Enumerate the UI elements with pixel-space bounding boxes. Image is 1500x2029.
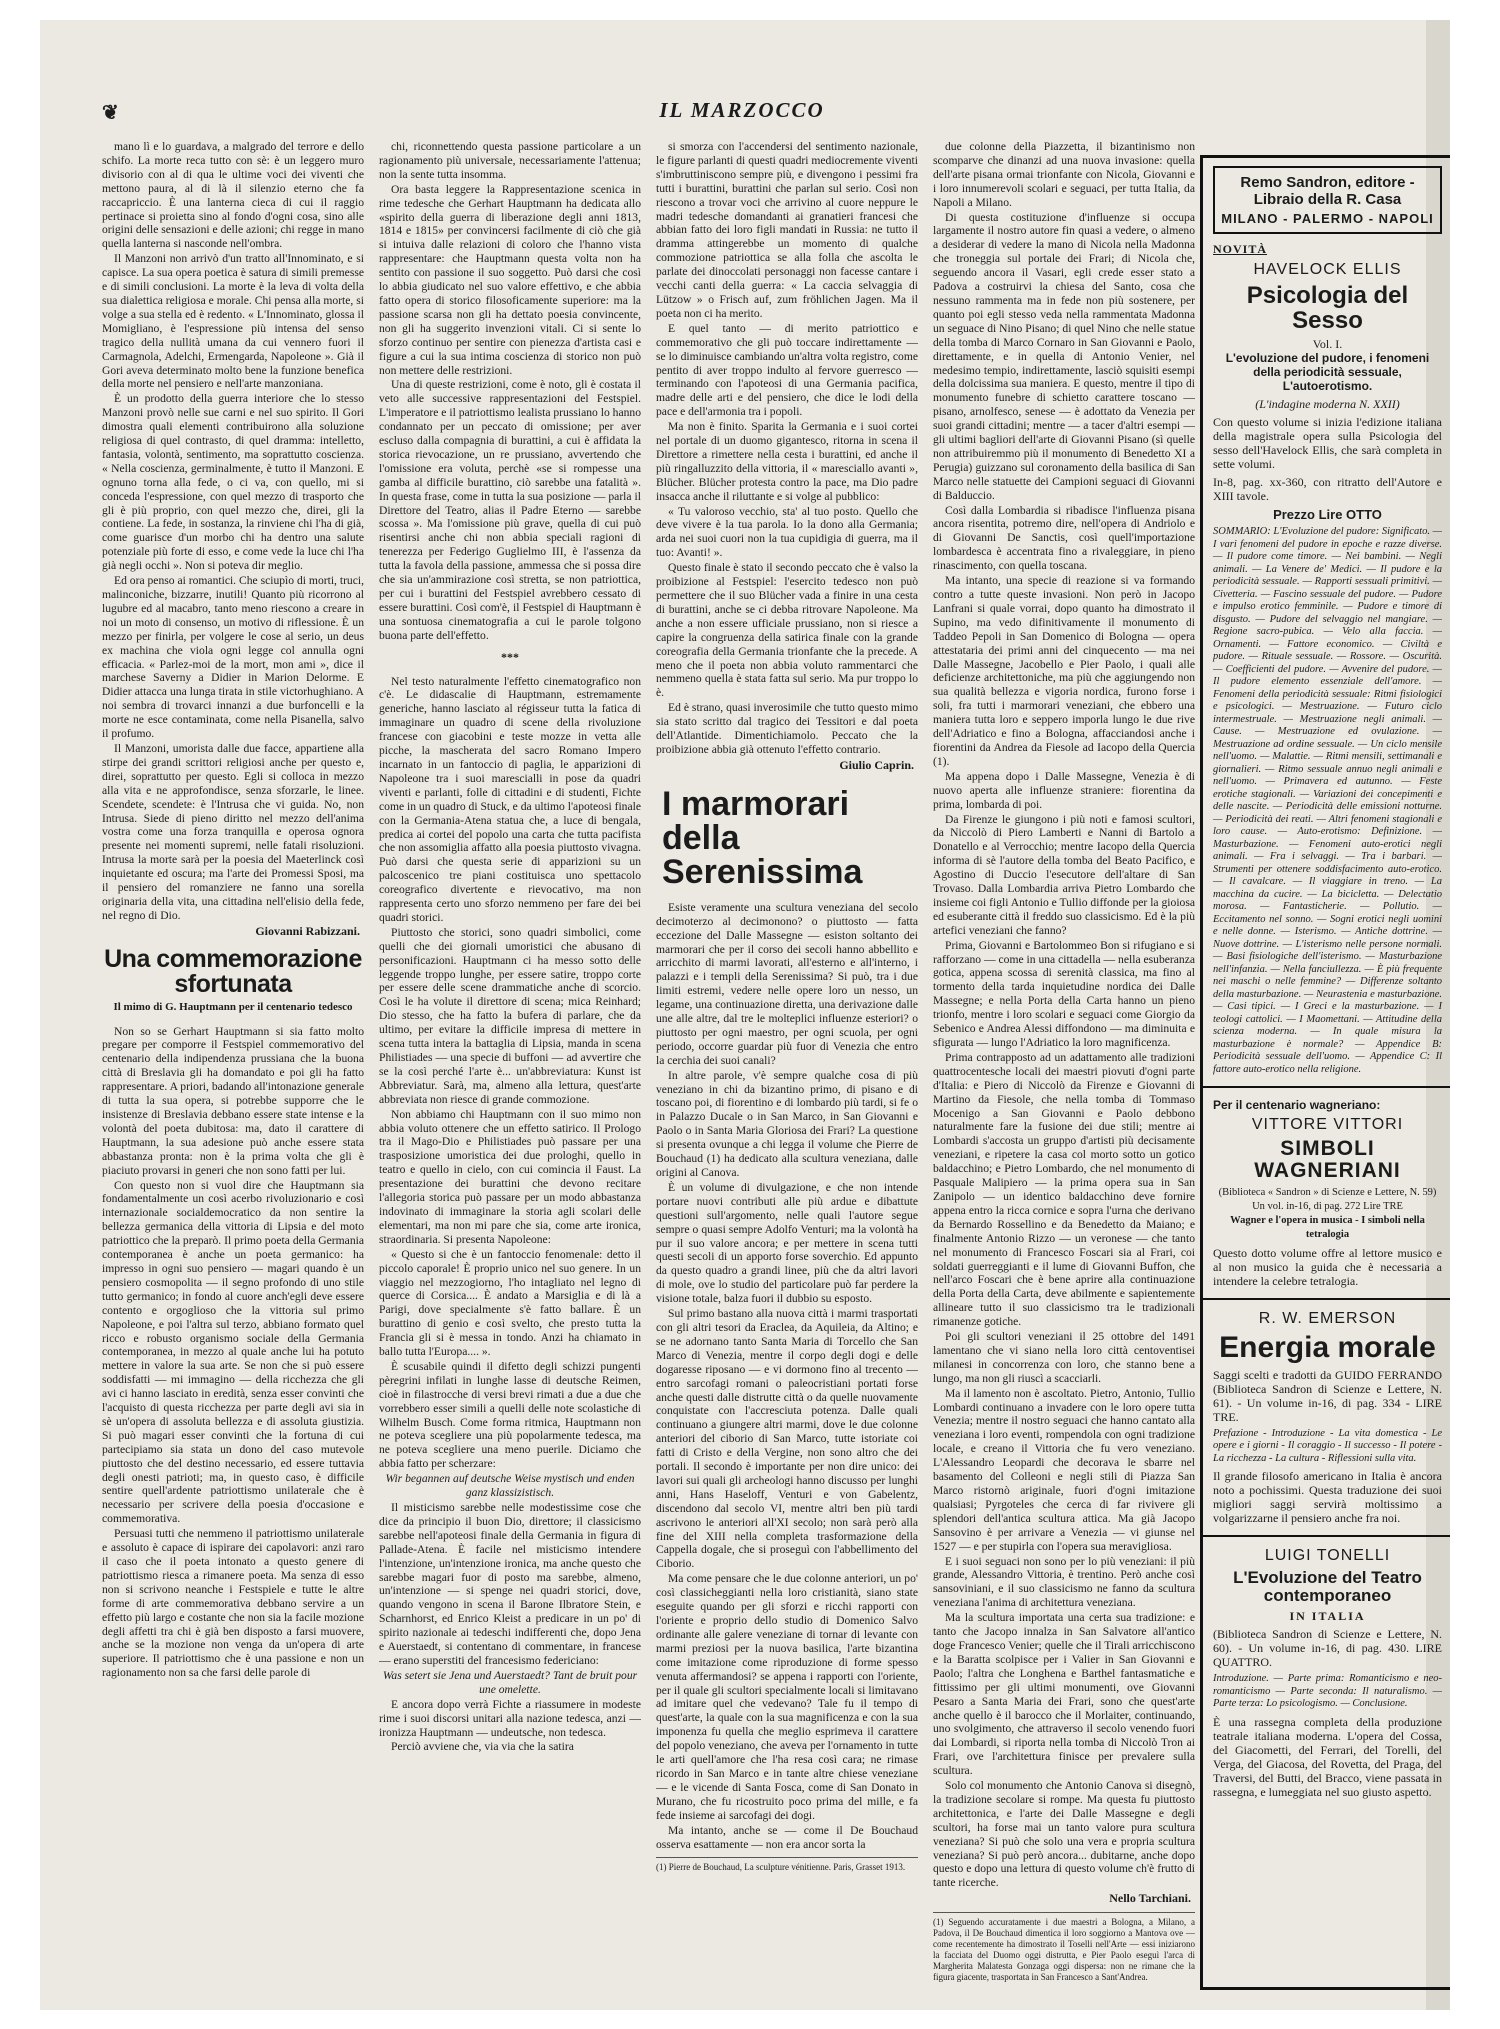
ad-series: (L'indagine moderna N. XXII) xyxy=(1255,397,1400,412)
column-2 xyxy=(379,140,641,2000)
paragraph: Da Firenze le giungono i più noti e famosi scultori, da Niccolò di Piero Lamberti e Nanni di Bartolo a Donatello e al Verrocchio; mentre Iacopo della Quercia informa di sè l'autore della tomba del Beato Pacifico, e Agostino di Duccio l'esecutore dell'altare di San Trovaso. Dalla Lombardia arriva Pietro Lombardo che insieme coi figli Antonio e Tullio diffonde per la gioiosa ed esuberante città il freddo suo classicismo. Ed è la più artefici veneziani che fanno? xyxy=(933,812,1195,937)
ad-description: Con questo volume si inizia l'edizione italiana della magistrale opera sulla Psicologia del sesso dell'Havelock Ellis, che sarà completa in sette volumi. xyxy=(1213,415,1442,472)
ad-title: L'Evoluzione del Teatro contemporaneo xyxy=(1233,1568,1422,1606)
ad-description: Saggi scelti e tradotti da GUIDO FERRANDO (Biblioteca Sandron di Scienze e Lettere, N. 61). - Un volume in-16, di pag. 334 - LIRE TRE. xyxy=(1213,1367,1442,1424)
ad-teatro-contemporaneo xyxy=(1213,1547,1442,1798)
article-headline: Una commemorazione sfortunata xyxy=(104,944,362,998)
paragraph: Di questa costituzione d'influenze si occupa largamente il nostro autore fin quasi a vedere, o almeno a desiderar di vedere la mano di Nicola nella Madonna che troneggia sul portale dei Frari; di Nicola che, seguendo ancora il Vasari, egli crede esser stato a Padova a costruirvi la chiesa del Santo, cosa che nessuno rammenta ma in fede non più sostenere, per quanto poi egli stesso veda nella rammentata Madonna un seguace di Nino Pisano; di quel Nino che nelle statue della tomba di Marco Cornaro in San Giovanni e Paolo, direttamente, e in quella di Antonio Venier, nel medesimo tempio, indirettamente, lasciò squisiti esempi della dolcissima sua maniera. E questo, mentre il tipo di monumento funebre di schietto carattere toscano — pisano, arnolfesco, senese — è adottato da Venezia per suoi grandi cittadini; mentre — a tacer d'altri esempi — gli ultimi bagliori dell'arte di Giovanni Pisano (sì quelle non attribuiremmo più il monumento di Benedetto XI a Perugia) guizzano sul coronamento della basilica di San Marco nelle statuette dei Campioni seguaci di Giovanni di Balduccio. xyxy=(933,210,1195,502)
ad-summary: È una rassegna completa della produzione teatrale italiana moderna. L'opera del Cossa, del Giacometti, del Ferrari, del Torelli, del Verga, del Giacosa, del Rovetta, del Praga, del Traversi, del Butti, del Bracco, viene passata in rassegna, e lumeggiata nel suo giusto aspetto. xyxy=(1213,1714,1442,1799)
paragraph: È scusabile quindi il difetto degli schizzi pungenti pèregrini infilati in lunghe lasse di deutsche Reimen, cioè in filastrocche di versi brevi rimati a due a due che vorrebbero esser simili a quelli delle note scolastiche di Wilhelm Busch. Come forma ritmica, Hauptmann non ne poteva scegliere una più popolarmente tedesca, ma ne poteva scegliere una meno puerile. Diciamo che abbia fatto per scherzare: xyxy=(379,1359,641,1471)
ad-author: R. W. EMERSON xyxy=(1258,1310,1397,1328)
ad-description: Questo dotto volume offre al lettore musico e al non musico la guida che è necessaria a intendere la celebre tetralogia. xyxy=(1213,1246,1442,1289)
paragraph: E i suoi seguaci non sono per lo più veneziani: il più grande, Alessandro Vittoria, è trentino. Però anche così sansoviniani, e il suo classicismo ne fanno da scultura veneziana l'anima di architettura veneziana. xyxy=(933,1554,1195,1610)
paragraph: chi, riconnettendo questa passione particolare a un ragionamento più universale, necessariamente l'attenua; non la sente tutta insomma. xyxy=(379,140,641,181)
paragraph: Ma come pensare che le due colonne anteriori, un po' così classicheggianti nella loro cristianità, siano state eseguite quando per gli sforzi e ricchi rapporti con l'oriente e proprio dello studio di Domenico Salvo ordinante alle galere veneziane di tornar di levante con marmi preziosi per la nuova basilica, l'arte bizantina come imitazione come riproduzione di forme spesso venuta affermandosi? se appena i rapporti con l'oriente, per il quale gli scultori specialmente locali si limitavano ad imitare quel che vedevano? Tale fu il tempo di quest'arte, la quale con la sua magnificenza e con la sua imponenza fu quella che meglio esprimeva il carattere del popolo veneziano, che aveva per l'ornamento in tutte le arti quell'amore che l'ha resa così cara; ne rimase ricordo in San Marco e in tante altre chiese veneziane — e le vicende di Santa Fosca, come di San Donato in Murano, che fu ricostruito poco prima del mille, e fa fede insieme ai sarcofagi dei dogi. xyxy=(656,1572,918,1822)
ad-divider xyxy=(1203,1535,1450,1537)
paragraph: Non so se Gerhart Hauptmann si sia fatto molto pregare per comporre il Festspiel commemorativo del centenario della indipendenza prussiana che la buona città di Breslavia gli ha domandato e poi gli ha fatto rappresentare. A priori, badando all'intonazione generale di tutta la sua opera, si potrebbe supporre che le insistenze di Breslavia debbano essere state intense e la volontà del poeta dubitosa: ma, dato il carattere di Hauptmann, la sua adesione può anche essere stata abbastanza pronta: non è la prima volta che gli è piaciuto provarsi in generi che non sono fatti per lui. xyxy=(102,1024,364,1177)
publisher-cities: MILANO - PALERMO - NAPOLI xyxy=(1221,211,1434,226)
paragraph: Poi gli scultori veneziani il 25 ottobre del 1491 lamentano che vi siano nella loro città centoventisei milanesi in concorrenza con loro, che stanno bene a lungo, ma non gli riuscì a scacciarli. xyxy=(933,1330,1195,1385)
ad-divider xyxy=(1203,1086,1450,1088)
paragraph: Il Manzoni, umorista dalle due facce, appartiene alla stirpe dei grandi scrittori religiosi anche per questo e, direi, soprattutto per questo. Egli si colloca in mezzo alla vita e ne approfondisce, senza sforzarle, le linee. Scendete, scendete: è l'Intrusa che vi guida. No, non Intrusa. Siede di pieno diritto nel mezzo dell'anima vostra come una forza tranquilla e operosa ognora presente nei momenti supremi, nelle fatali risoluzioni. Intrusa la morte sarà per la poesia del Maeterlinck così inquietante ed oscura; ma l'arte dei Promessi Sposi, ma il pensiero del romanziere ne fanno una sorella originaria della vita, una cittadina nell'elisio della fede, nel regno di Dio. xyxy=(102,741,364,922)
paragraph: Esiste veramente una scultura veneziana del secolo decimoterzo al decimonono? o piuttosto — fatta eccezione del Dalle Massegne — esiston soltanto dei marmorari che per il corso dei secoli hanno abbellito e arricchito di marmi lavorati, all'esterno e all'interno, i palazzi e i templi della Serenissima? Si può, tra i due limiti estremi, vedere nelle opere loro un nesso, un legame, una continuazione diretta, una derivazione dalle une alle altre, dal tre le molteplici influenze esteriori? o piuttosto per ogni maestro, per ogni scuola, per ogni periodo, occorre guardar più fuor di Venezia che entro la cerchia dei suoi canali? xyxy=(656,900,918,1067)
ad-title: Psicologia del Sesso xyxy=(1246,282,1409,335)
paragraph: due colonne della Piazzetta, il bizantinismo non scomparve che dinanzi ad una nuova invasione: quella dell'arte pisana ormai trionfante con Nicola, Giovanni e i loro innumerevoli scolari e seguaci, per tutta Italia, da Napoli a Milano. xyxy=(933,140,1195,209)
column-1 xyxy=(102,140,364,2000)
publisher-box xyxy=(1213,166,1442,234)
verse-quote: Was setert sie Jena und Auerstaedt? Tant de bruit pour une omelette. xyxy=(382,1668,638,1696)
publisher-name: Remo Sandron, editore - Libraio della R. Casa xyxy=(1240,174,1415,208)
paragraph: Il misticismo sarebbe nelle modestissime cose che dice da principio il buon Dio, direttore; il classicismo sarebbe nell'apoteosi finale della Germania in figura di Pallade-Atena. È facile nel misticismo intendere l'intenzione, un'intenzione ironica, ma anche questo che sarebbe magari fuor di posto ma sarebbe, almeno, un'intenzione — si spenge nei quadri storici, dove, quando vengono in scena il Barone Ilbratore Stein, e Scharnhorst, ed Enrico Kleist a predicare in un po' di spirito nazionale ai tedeschi indifferenti che, dopo Jena e Auerstaedt, si contentano di commentare, in francese — erano superstiti del francesismo federiciano: xyxy=(379,1501,641,1667)
ad-divider xyxy=(1203,1298,1450,1300)
advertisement-column xyxy=(1200,155,1450,1990)
paragraph: Ma intanto, una specie di reazione si va formando contro a tutte queste invasioni. Non però in Jacopo Lanfrani si quale vorrai, dopo quanto ha dimostrato il Supino, ma vedo difinitivamente il monumento di Taddeo Pepoli in San Domenico di Bologna — opera attestataria dei primi anni del cinquecento — ma nei Dalle Massegne, Jacobello e Pier Paolo, i quali alle deficienze architettoniche, ma più che aggiungendo non sua qualità bellezza e vigoria nordica, furono forse i soli, fra tutti i marmorari veneziani, che ebbero una maniera tutta loro e seppero imporla lungo le due rive dell'Adriatico e fino a Bologna, affacciandosi anche i fiorentini da Andrea da Fiesole ad Iacopo della Quercia (1). xyxy=(933,574,1195,768)
ad-place: IN ITALIA xyxy=(1289,1609,1366,1624)
author-signature: Giovanni Rabizzani. xyxy=(255,923,360,938)
ad-energia-morale xyxy=(1213,1310,1442,1525)
ad-psicologia-del-sesso xyxy=(1213,261,1442,1076)
ad-subtitle: Wagner e l'opera in musica - I simboli nella tetralogia xyxy=(1230,1215,1425,1241)
verse-quote: Wir begannen auf deutsche Weise mystisch und enden ganz klassizistisch. xyxy=(385,1472,635,1500)
ad-author: HAVELOCK ELLIS xyxy=(1253,261,1402,278)
paragraph: E ancora dopo verrà Fichte a riassumere in modeste rime i suoi discorsi unitari alla nazione tedesca, anzi — ironizza Hauptmann — undeutsche, non tedesca. xyxy=(379,1697,641,1739)
ad-contents: Introduzione. — Parte prima: Romanticismo e neo-romanticismo — Parte seconda: Il naturalismo. — Parte terza: Lo psicologismo. — Conclusione. xyxy=(1213,1673,1442,1710)
ad-subtitle: L'evoluzione del pudore, i fenomeni della periodicità sessuale, L'autoerotismo. xyxy=(1225,351,1430,394)
paragraph: Questo finale è stato il secondo peccato che è valso la proibizione al Festspiel: l'esercito tedesco non può permettere che il suo Blücher vada a finire in una cesta di burattini, anche se ci debba ritrovare Napoleone. Ma anche a non essere ufficiale prussiano, non si riesce a capire la congruenza della satirica finale con la grande coreografia della Germania trionfante che la precede. A meno che il poeta non abbia voluto rammentarci che nemmeno quella è stata fatta sul serio. Ma pur troppo lo è. xyxy=(656,561,918,700)
paragraph: Prima, Giovanni e Bartolommeo Bon si rifugiano e si rafforzano — come in una cittadella — nella esuberanza gotica, appena scossa di serenità classica, ma fino al tormento della tarda inquietudine nordica dei Dalle Massegne; e nella Porta della Carta hanno un pieno trionfo, mentre i loro scolari e seguaci come Giorgio da Sebenico e Andrea Alessi diffondono — ma diminuita e sfigurata — lungo l'Adriatico la loro magnificenza. xyxy=(933,938,1195,1049)
paragraph: È un volume di divulgazione, e che non intende portare nuovi contributi alle più ardue e dibattute questioni sull'argomento, nelle quali l'autore segue sempre o quasi sempre Adolfo Venturi; ma la volontà ha pur il suo valore ancora; e per mettere in scena tutti questi secoli di un apporto forse soverchio. Ed appunto da questo quadro a grandi linee, più che da altri lavori di mole, ove lo studio del particolare può far perdere la visione totale, balza fuori il dubbio su esposto. xyxy=(656,1180,918,1306)
paragraph: Piuttosto che storici, sono quadri simbolici, come quelli che dei giornali umoristici che abusano di personificazioni. Hauptmann ci ha messo sotto delle leggende troppo lunghe, per essere satire, troppo corte per essere delle scene drammatiche anche di scorcio. Così le ha volute il direttore di scena; mica Reinhard; Dio stesso, che ha fatto la bufera di parlare, che da ultimo, per evitare la difficile impresa di mettere in scena tutta intera la battaglia di Lipsia, manda in scena Philistiades — una specie di buffoni — ad avvertire che se la così perché l'arte è... un'abbreviatura: Kunst ist Abbreviatur. Sarà, ma, almeno alla lettura, quest'arte abbreviata non riesce di grande commozione. xyxy=(379,925,641,1106)
paragraph: Ma non è finito. Sparita la Germania e i suoi cortei nel portale di un duomo gigantesco, ritorna in scena il Direttore a rimettere nella cesta i burattini, ed anche il più ringalluzzito della vittoria, il « maresciallo avanti », Blücher. Blücher protesta contro la pace, ma Dio padre insacca anche il riluttante e si volge al pubblico: xyxy=(656,420,918,503)
paragraph: Ma la scultura importata una certa sua tradizione: e tanto che Jacopo innalza in San Salvatore all'antico doge Francesco Venier; quelle che il Tirali arricchiscono e la Baratta scolpisce per i Valier in San Giovanni e Paolo; l'altra che Longhena e Barthel fantasmatiche e fittissimo per gli ultimi monumenti, ove Giovanni Pesaro a Santa Maria dei Frari, sono che quest'arte anche quello è il barocco che il Morlaiter, continuando, uno svolgimento, che attraverso il secolo venendo fuori dai Lombardi, si riporta nella tomba di Niccolò Tron ai Frari, ove l'architettura finisce per prevalere sulla scultura. xyxy=(933,1611,1195,1778)
footnote: (1) Pierre de Bouchaud, La sculpture vénitienne. Paris, Grasset 1913. xyxy=(656,1857,918,1873)
ad-sommario: SOMMARIO: L'Evoluzione del pudore: Significato. — I vari fenomeni del pudore in epoche e razze diverse. — Il pudore come timore. — Nei bambini. — Negli animali. — La Venere de' Medici. — Il pudore e la periodicità sessuale. — Rapporti sessuali primitivi. — Civetteria. — Fascino sessuale del pudore. — Pudore e impulso erotico femminile. — Pudore e timore di disgusto. — Pudore del selvaggio nel mangiare. — Regione sacro-pubica. — Velo alla faccia. — Ornamenti. — Fattore economico. — Civiltà e pudore. — Rituale sessuale. — Rossore. — Oscurità. — Coefficienti del pudore. — Avvenire del pudore. — Il pudore elemento essenziale dell'amore. — Fenomeni della periodicità sessuale: Ritmi fisiologici e psicologici. — Mestruazione. — Futuro ciclo intermestruale. — Mestruazione negli animali. — Cause. — Mestruazione ed ovulazione. — Mestruazione ad ordine sessuale. — Un ciclo mensile nell'uomo. — Malattie. — Ritmi mensili, settimanali e giornalieri. — Ritmo sessuale annuo negli animali e nell'uomo. — Primavera ed autunno. — Feste erotiche stagionali. — Variazioni dei concepimenti e delle nascite. — Periodicità delle emissioni notturne. — Periodicità dei reati. — Altri fenomeni stagionali e loro cause. — Auto-erotismo: Definizione. — Masturbazione. — Fenomeni auto-erotici negli animali. — Fra i selvaggi. — Tra i barbari. — Strumenti per ottenere soddisfacimento auto-erotico. — Il cavalcare. — Il viaggiare in treno. — La macchina da cucire. — La bicicletta. — Delectatio morosa. — Fantasticherie. — Pollutio. — Eccitamento nel sonno. — Sogni erotici negli uomini e nelle donne. — Isterismo. — Antiche dottrine. — Nuove dottrine. — L'isterismo nelle persone normali. — Basi fisiologiche dell'isterismo. — Masturbazione nell'infanzia. — Nella fanciullezza. — È più frequente nei maschi o nelle femmine? — Differenze soltanto della masturbazione. — Neurastenia e masturbazione. — Casi tipici. — I Greci e la masturbazione. — I teologi cattolici. — I Maomettani. — Attitudine della scienza moderna. — In quale misura la masturbazione è normale? — Appendice B: Periodicità sessuale dell'uomo. — Appendice C: Il fattore auto-erotico nella religione. xyxy=(1213,526,1442,1075)
paragraph: Ma il lamento non è ascoltato. Pietro, Antonio, Tullio Lombardi continuano a invadere con le loro opere tutta Venezia; mentre il nostro seguaci che hanno cantato alla veneziana i loro eventi, rompendola con ogni tradizione locale, e creano il Vittoria che fu vero veneziano. L'Alessandro Leopardi che decorava le sbarre nel basamento del Colleoni e negli stili di Piazza San Marco ristornò ariginale, fuori d'ogni imitazione qualsiasi; Pyrgoteles che cerca di far rivivere gli splendori dell'antica scultura attica. Ma già Jacopo Sansovino è per arrivare a Venezia — vi giunse nel 1527 — e per stupirla con l'opera sua meravigliosa. xyxy=(933,1386,1195,1553)
paragraph: Ora basta leggere la Rappresentazione scenica in rime tedesche che Gerhart Hauptmann ha dedicata allo «spirito della guerra di liberazione degli anni 1813, 1814 e 1815» per convincersi facilmente di ciò che già si intuiva dalle relazioni di coloro che l'hanno vista rappresentare: che Hauptmann questa volta non ha sentito con passione il suo soggetto. Può darsi che così lo abbia giudicato nel suo valore effettivo, e che abbia fatto opera di storico filosoficamente superiore: ma la passione scarsa non gli ha dettato poesia convincente, non gli ha suggerito invenzioni vitali. Ci si sente lo sforzo continuo per sentire con pienezza d'artista casi e figure a cui la sua intima coscienza di storico non può non mettere delle restrizioni. xyxy=(379,182,641,377)
article-subheadline: Il mimo di G. Hauptmann per il centenario tedesco xyxy=(113,1000,353,1013)
paragraph: Perciò avviene che, via via che la satira xyxy=(391,1740,574,1754)
paragraph: Ma intanto, anche se — come il De Bouchaud osserva esattamente — non era ancor sorta la xyxy=(656,1823,918,1851)
paragraph: Persuasi tutti che nemmeno il patriottismo unilaterale e assoluto è capace di ispirare dei capolavori: anzi raro il caso che il poeta intonato a questo genere di patriottismo riesca a rimanere poeta. Ma senza di esso non si scrivono neanche i Festspiele e tutte le altre forme di arte commemorativa debbano servire a un effetto più largo e costante che non sia la facile mozione degli affetti tra chi è già ben disposto a farsi muovere, anche se la mozione non venga da un'opera di arte superiore. Il patriottismo che è una passione e non un ragionamento non sa che farsi delle parole di xyxy=(102,1527,364,1680)
author-signature: Giulio Caprin. xyxy=(839,757,914,772)
section-divider-stars: *** xyxy=(501,649,519,664)
paragraph: Non abbiamo chi Hauptmann con il suo mimo non abbia voluto ottenere che un effetto satirico. Il Prologo tra il Mago-Dio e Philistiades può passare per una trasposizione umoristica dei due prologhi, quello in teatro e quello in cielo, con cui comincia il Faust. La presentazione dei burattini che devono recitare l'allegoria storica può passare per un modo abbastanza indovinato di immaginare la storia agli scolari delle elementari, ma non mi pare che sia, come arte ironica, straordinaria. Si presenta Napoleone: xyxy=(379,1107,641,1246)
ad-title: Energia morale xyxy=(1219,1331,1436,1365)
article-headline: I marmorari della Serenissima xyxy=(662,784,863,891)
paragraph: Ma appena dopo i Dalle Massegne, Venezia è di nuovo aperta alle influenze straniere: fiorentina da prima, lombarda di poi. xyxy=(933,769,1195,811)
paragraph: si smorza con l'accendersi del sentimento nazionale, le figure parlanti di questi quadri mediocremente viventi s'imbruttiniscono sempre più, e divengono i pessimi fra tutti i burattini, burattini che parlan sul serio. Così non riescono a trovar voci che arrivino al cuore neppure le madri tedesche domandanti ai granatieri francesi che abbian fatto dei loro figli mandati in Russia: ne tutto il dramma attingerebbe un momento di qualche commozione patriottica se alla folla che ascolta le parlate dei dinoccolati personaggi non facesse cantare i vecchi canti della guerra: « La caccia selvaggia di Lützow » o Frisch auf, zum fröhlichen Jagen. Ma il poeta non ci ha merito. xyxy=(656,140,918,320)
masthead-ornament: ❦ xyxy=(102,102,119,124)
paragraph: È un prodotto della guerra interiore che lo stesso Manzoni provò nelle sue carni e nel suo spirito. Il Gori dimostra quali elementi contribuirono alla soluzione religiosa di quel contrasto, di quel dramma: intelletto, fantasia, volontà, sentimento, ma soprattutto coscienza. « Nella coscienza, germinalmente, è tutto il Manzoni. E ognuno torna alla fede, o ci va, con quello, mi si conceda l'espressione, con quel mezzo di trasporto che gli è più proprio, con quel mezzo che, direi, gli la contiene. La fede, in sostanza, la rinviene chi l'ha di già, come guarisce d'un morbo chi ha dentro una salute potenziale più forte di esso, e come vede la luce chi l'ha già negli occhi ». Non si poteva dir meglio. xyxy=(102,392,364,573)
paragraph: « Tu valoroso vecchio, sta' al tuo posto. Quello che deve vivere è la tua parola. Io la dono alla Germania; arda nei suoi cuori non la tua cupidigia di guerra, ma il tuo: Avanti! ». xyxy=(656,504,918,560)
paragraph: Nel testo naturalmente l'effetto cinematografico non c'è. Le didascalie di Hauptmann, estremamente generiche, hanno lasciato al régisseur tutta la fatica di immaginare un quadro di scene della rivoluzione francese con giacobini e teste mozze in vetta alle picche, la mascherata del sacro Romano Impero incarnato in un fantoccio di paglia, le apparizioni di Napoleone tra i suoi marescialli in pose da quadri viventi e parlanti, folle di cittadini e di studenti, Fichte come in un quadro di Stuck, e da ultimo l'apoteosi finale con la Germania-Atena statua che, a luce di bengala, predica ai cortei del popolo una carta che tutta pacifista che non assomiglia affatto alla poesia piuttosto vivagna. Può darsi che questa serie di apparizioni su un palcoscenico tre piani costituisca uno spettacolo coreografico divertente e rievocativo, ma non rappresenta certo uno sforzo nemmeno per fare dei bei quadri storici. xyxy=(379,674,641,924)
paragraph: Ed è strano, quasi inverosimile che tutto questo mimo sia stato scritto dal tragico dei Tessitori e dal poeta dell'Atlantide. Dimentichiamolo. Peccato che la proibizione abbia già ottenuto l'effetto contrario. xyxy=(656,701,918,756)
paragraph: mano lì e lo guardava, a malgrado del terrore e dello schifo. La morte reca tutto con sè: è un leggero muro divisorio con al di qua le ultime voci dei viventi che mettono paura, al di là il silenzio eterno che fa raccapriccio. È una lanterna cieca di cui il raggio pertinace si proietta sino al fondo d'ogni cosa, sino alle origini delle sensazioni e delle azioni; chi regge in mano quella lanterna si nasconde nell'ombra. xyxy=(102,140,364,251)
masthead xyxy=(102,98,1382,132)
ad-volume: Vol. I. xyxy=(1312,337,1343,352)
ad-simboli-wagneriani xyxy=(1213,1098,1442,1288)
column-3 xyxy=(656,140,918,2000)
masthead-title: IL MARZOCCO xyxy=(659,98,825,122)
paragraph: Il Manzoni non arrivò d'un tratto all'Innominato, e si capisce. La sua opera poetica è satura di simili premesse e di simili conclusioni. La morte è la leva di volta della sua dialettica religiosa e morale. Chi pensa alla morte, si volge a sua stella ed è redento. « L'Innominato, glossa il Momigliano, è l'espressione più intensa del senso tragico della nullità umana da cui vennero fuori il Carmagnola, Adelchi, Ermengarda, Napoleone ». Già il Gori aveva determinato molto bene la funzione benefica della morte nel pensiero e nell'arte manzoniana. xyxy=(102,252,364,391)
ad-author: LUIGI TONELLI xyxy=(1264,1547,1391,1565)
column-4 xyxy=(933,140,1195,2000)
ad-summary: Il grande filosofo americano in Italia è ancora noto a pochissimi. Questa traduzione dei suoi migliori saggi servirà moltissimo a volgarizzarne il pensiero anche fra noi. xyxy=(1213,1469,1442,1526)
ad-intro: Per il centenario wagneriano: xyxy=(1213,1098,1381,1113)
paragraph: In altre parole, v'è sempre qualche cosa di più veneziano in chi da bizantino primo, di pisano e di toscano poi, di fiorentino e di lombardo più tardi, si fe o in Palazzo Ducale o in San Marco, in San Giovanni e Paolo o in Santa Maria Gloriosa dei Frari? La questione si presenta ovunque a chi legga il volume che Pierre de Bouchaud (1) ha dedicato alla scultura veneziana, dalle origini al Canova. xyxy=(656,1068,918,1179)
paragraph: Una di queste restrizioni, come è noto, gli è costata il veto alle successive rappresentazioni del Festspiel. L'imperatore e il patriottismo lealista prussiano lo hanno condannato per un peccato di omissione; per aver escluso dalla compagnia di burattini, a cui è affidata la storica rievocazione, un re prussiano, avvertendo che l'omissione era voluta, perchè «se si rompesse una gamba al difficile burattino, ciò sarebbe una fatalità ». In questa frase, come in tutta la sua posizione — parla il Direttore del Teatro, alias il Padre Eterno — sarebbe scossa ». Ma l'omissione più grave, quella di cui può risentirsi anche chi non abbia speciali ragioni di tenerezza per Federigo Guglielmo III, è l'assenza da tutta la favola della passione, ammessa che si possa dire che sia un'ammirazione così stretta, se non patriottica, per cui i burattini del Festspiel avrebbero cessato di essere burattini. Così com'è, il Festspiel di Hauptmann è una sontuosa cinematografia a cui le parole tolgono buona parte dell'effetto. xyxy=(379,378,641,642)
ad-format: In-8, pag. xx-360, con ritratto dell'Autore e XIII tavole. xyxy=(1213,475,1442,504)
paragraph: Solo col monumento che Antonio Canova si disegnò, la tradizione secolare si rompe. Ma questa fu piuttosto architettonica, e l'arte dei Dalle Massegne e degli scultori, ha forse mai un tanto valore pura scultura veneziana? Si può che solo una vera e propria scultura veneziana? Si può però ancora... dubitarne, anche dopo questo e dopo una lettura di questo volume ch'è frutto di tante ricerche. xyxy=(933,1779,1195,1890)
ad-contents: Prefazione - Introduzione - La vita domestica - Le opere e i giorni - Il coraggio - Il successo - Il potere - La ricchezza - La cultura - Riflessioni sulla vita. xyxy=(1213,1427,1442,1464)
paragraph: Sul primo bastano alla nuova città i marmi trasportati con gli altri tesori da Eraclea, da Aquileia, da Altino; e se ne adornano tanto Santa Maria di Torcello che San Marco di Venezia, mentre il corpo degli dogi e delle dogaresse riposano — e vi dormono fino al trecento — entro sarcofagi romani o paleocristiani portati forse anche questi dalle distrutte città o da quelle nuovamente conquistate con l'accresciuta potenza. Dalle quali continuano a giungere altri marmi, dove le due colonne anteriori del ciborio di San Marco, tutte istoriate coi fatti di Cristo e della Vergine, non sono altro che dei portali. Il secondo è importante per non dire unico: dei lavori sui quali gli archeologi hanno discusso per lunghi anni, Hans Haseloff, Venturi e von Gabelentz, discendono dal secolo VI, mentre altri ben più tardi ascrivono le anteriori all'XI secolo; non sarà però alla fine del XIII nella completa trasformazione della Cappella dogale, che si proseguì con l'abbellimento del Ciborio. xyxy=(656,1307,918,1571)
ad-description: (Biblioteca Sandron di Scienze e Lettere, N. 60). - Un volume in-16, di pag. 430. LIRE QUATTRO. xyxy=(1213,1627,1442,1670)
ad-author: VITTORE VITTORI xyxy=(1251,1116,1404,1134)
novita-label: NOVITÀ xyxy=(1213,242,1268,256)
ad-title: SIMBOLI WAGNERIANI xyxy=(1254,1137,1401,1183)
paragraph: Prima contrapposto ad un adattamento alle tradizioni quattrocentesche locali dei maestri piovuti d'ogni parte d'Italia: e Piero di Niccolò da Firenze e Giovanni di Martino da Fiesole, che nella tomba di Tommaso Mocenigo a San Giovanni e Paolo debbono naturalmente fare la fusione dei due stili; mentre ai Lombardi s'accosta un gruppo d'artisti più decisamente veneziani, e ripetere la casa col morto sotto un gotico baldacchino; e Pietro Lombardo, che nel monumento di Pasquale Malipiero — la prima opera sua in San Zanipolo — un identico baldacchino deve fornire appena entro la ricca cornice e sopra l'urna che derivano da Bernardo Rossellino e da Benedetto da Maiano; e finalmente Antonio Rizzo — un veronese — che tanto nel monumento di Francesco Foscari sia al Frari, coi soldati guerreggianti e il lume di Giovanni Buffon, che nell'arco Foscari che è bene aprire alla continuazione della Porta della Carta, deve abilmente e sapientemente allineare tutto il suo classicismo tra le tradizionali rimanenze gotiche. xyxy=(933,1050,1195,1329)
author-signature: Nello Tarchiani. xyxy=(1109,1891,1191,1906)
paragraph: Con questo non si vuol dire che Hauptmann sia fondamentalmente un così acerbo rivoluzionario e così internazionale socialdemocratico da non sentire la bellezza germanica della vittoria di Lipsia e del moto patriottico che la preparò. Il primo poeta della Germania contemporanea è anche un poeta germanico: ha impresso in ogni suo pensiero — magari quando è un pensiero cosmopolita — il segno profondo di uno stile tutto germanico; in fondo al cuore anch'egli deve essere contento e orgoglioso che la vittoria sul primo Napoleone, e poi l'altra sul terzo, abbiano formato quel ricco e robusto organismo sociale della Germania contemporanea, in mezzo al quale anche lui ha potuto mettere in valore la sua arte. Se non che si può essere soddisfatti — mi immagino — della ricchezza che gli avi ci hanno lasciato in eredità, senza esser convinti che l'acquisto di questa ricchezza per parte degli avi sia in sè un'opera di assoluta bellezza e di assoluta giustizia. Si può magari esser convinti che la fortuna di cui partecipiamo sia stata un dono del caso mutevole piuttosto che del destino necessario, ed essere tuttavia degli onesti patrioti; ma, in questo caso, è difficile sentire quell'ardente patriottismo unilaterale che è necessario per scrivere della poesia d'occasione e commemorativa. xyxy=(102,1178,364,1526)
footnote: (1) Seguendo accuratamente i due maestri a Bologna, a Milano, a Padova, il De Bouchaud dimentica il loro soggiorno a Mantova ove — come recentemente ha dimostrato il Toselli nell'Arte — essi iniziarono la facciata del Duomo oggi distrutta, e Pier Paolo eseguì l'arca di Margherita Malatesta Gonzaga oggi dispersa: non ne rimane che la figura giacente, trasportata in San Francesco a Sant'Andrea. xyxy=(933,1912,1195,1983)
paragraph: « Questo si che è un fantoccio fenomenale: detto il piccolo caporale! È proprio unico nel suo genere. In un viaggio nel mezzogiorno, l'ho intagliato nel legno di querce di Corsica.... È andato a Marsiglia e di là a Parigi, dove specialmente s'è fatto ballare. È un burattino di genio e così svelto, che presto tutta la Francia gli si è messa in tondo. Anzi ha chiamato in ballo tutta l'Europa.... ». xyxy=(379,1247,641,1359)
paragraph: Ed ora penso ai romantici. Che sciupìo di morti, truci, malinconiche, bizzarre, inutili! Quanto più ricorrono al lugubre ed al macabro, tanto meno riescono a creare in noi un moto di consenso, un motivo di riflessione. È un mezzo per finirla, per volgere le cose al serio, un deus ex machina che viola ogni legge col annulla ogni efficacia. « Parlez-moi de la mort, mon ami », dice il marchese Saverny a Didier in Marion Delorme. E Didier attacca una lunga tirata in stile victorhughiano. A noi sembra di trovarci innanzi a due burfoncelli e la morte ne esce contaminata, come nella Pisanella, salvo il profumo. xyxy=(102,574,364,741)
paragraph: Così dalla Lombardia si ribadisce l'influenza pisana ancora risentita, potremo dire, nell'opera di Andriolo e di Giovanni De Sanctis, così quell'importazione lombardesca è accentrata fino a rivaleggiare, in pieno rinascimento, con quella toscana. xyxy=(933,503,1195,573)
newspaper-page xyxy=(40,20,1450,2010)
ad-series: (Biblioteca « Sandron » di Scienze e Lettere, N. 59) Un vol. in-16, di pag. 272 Lire TRE xyxy=(1218,1187,1437,1213)
paragraph: E quel tanto — di merito patriottico e commemorativo che gli può toccare indirettamente — se lo diminuisce cambiando un'altra volta registro, come pentito di aver troppo indulto al fervore guerresco — terminando con l'apoteosi di una Germania pacifica, madre delle arti e del pensiero, che dice le lodi della pace e dell'armonia tra i popoli. xyxy=(656,321,918,419)
ad-price: Prezzo Lire OTTO xyxy=(1273,507,1382,523)
